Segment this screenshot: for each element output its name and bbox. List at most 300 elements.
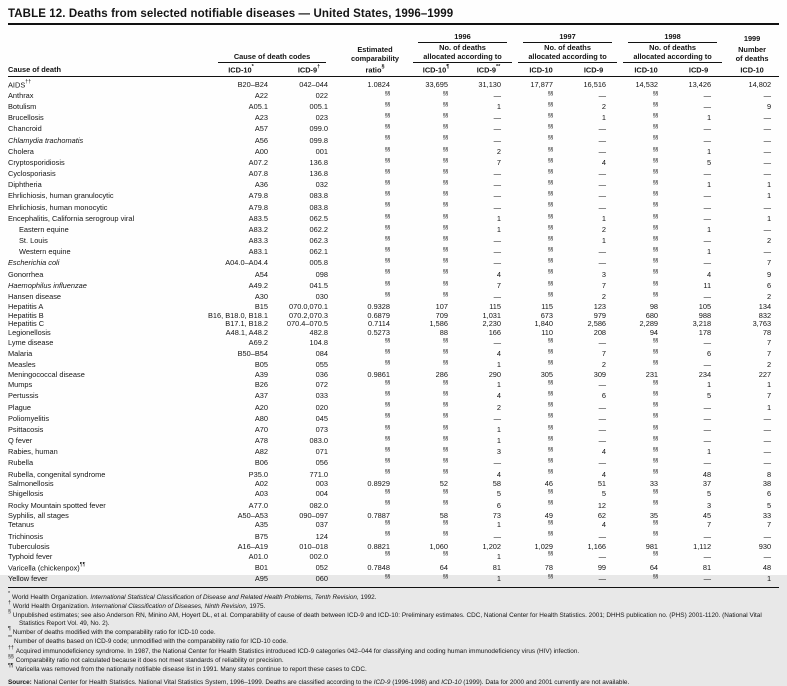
deaths-1997-icd9-cell: 1	[601, 213, 607, 223]
icd10-code-cell: A16–A19	[237, 541, 268, 551]
deaths-1998-icd10-cell: §§	[652, 348, 659, 355]
deaths-1999-cell: —	[763, 90, 772, 100]
icd10-code-cell: A07.8	[248, 169, 268, 179]
table-row	[8, 191, 779, 202]
deaths-1996-icd10-cell: §§	[442, 247, 449, 254]
cause-of-death: Diphtheria	[8, 180, 42, 190]
deaths-1999-cell: —	[763, 436, 772, 446]
deaths-1998-icd10-cell: §§	[620, 574, 672, 588]
deaths-1996-icd10-cell: 107	[435, 301, 449, 311]
icd10-code-cell: A05.1	[248, 102, 268, 112]
icd9-code-cell: 005.1	[309, 102, 329, 112]
deaths-1998-icd9-cell: —	[703, 102, 712, 112]
deaths-1997-icd9-cell: —	[598, 191, 607, 201]
deaths-1996-icd9-cell: 7	[496, 157, 502, 167]
deaths-1997-icd10-cell: 110	[541, 328, 554, 338]
icd10-code-cell: B75	[254, 531, 268, 541]
deaths-1997-icd9-cell: 51	[597, 479, 607, 489]
deaths-1998-icd10-cell: §§	[652, 520, 659, 527]
footnotes	[8, 592, 779, 686]
deaths-1996-icd10-cell: §§	[442, 202, 449, 209]
deaths-1997-icd9-cell: —	[598, 531, 607, 541]
deaths-1999-cell: 1	[725, 574, 779, 588]
deaths-1996-icd10-cell: 1,586	[429, 319, 449, 329]
deaths-1996-icd10-cell: §§	[442, 500, 449, 507]
deaths-1998-icd9-cell: 1	[706, 447, 712, 457]
footnote: §Unpublished estimates; see also Anderson RN, Minino AM, Hoyert DL, et al. Comparability of cause of death between ICD-9 and ICD-10: Preliminary estimates. CDC, National Center for Health Statistics. 2001; DHHS publication no. (PHS) 2001-1120. (National Vital Statistics Report Vol. 49, No. 2).	[8, 609, 762, 627]
deaths-1996-icd9-cell: 1	[496, 224, 502, 234]
table-row	[8, 469, 779, 480]
table-row	[8, 436, 779, 447]
deaths-1996-icd9-cell: 81	[492, 562, 502, 572]
deaths-1997-icd9-cell: 4	[601, 157, 607, 167]
deaths-1997-icd9-cell: —	[598, 202, 607, 212]
table-row	[8, 124, 779, 135]
cause-of-death: Psittacosis	[8, 424, 44, 434]
deaths-1998-icd9-cell: 6	[706, 349, 712, 359]
deaths-1996-icd10-cell: §§	[442, 269, 449, 276]
table-row	[8, 202, 779, 213]
ratio-cell: §§	[384, 146, 391, 153]
deaths-1998-icd9-cell: —	[703, 202, 712, 212]
icd10-code-cell: P35.0	[248, 469, 268, 479]
deaths-1997-icd9-cell: —	[598, 380, 607, 390]
deaths-1997-icd9-cell: —	[598, 337, 607, 347]
deaths-1999-cell: 48	[762, 562, 772, 572]
deaths-1998-icd9-cell: 4	[706, 269, 712, 279]
icd10-code-cell: A03	[254, 489, 268, 499]
number-of-deaths-header-1999: Number of deaths	[735, 45, 769, 63]
deaths-1997-icd9-cell: —	[598, 124, 607, 134]
deaths-1996-icd10-cell: §§	[442, 379, 449, 386]
deaths-1998-icd9-cell: —	[703, 169, 712, 179]
deaths-1999-cell: 832	[758, 310, 772, 320]
deaths-1999-cell: 6	[766, 489, 772, 499]
cause-of-death: Syphilis, all stages	[8, 510, 69, 520]
ratio-cell: §§	[340, 574, 410, 588]
deaths-1997-icd10-cell: 673	[540, 310, 554, 320]
deaths-1996-icd10-cell: §§	[442, 291, 449, 298]
deaths-1997-icd10-cell: §§	[547, 435, 554, 442]
deaths-1998-icd10-cell: §§	[652, 180, 659, 187]
deaths-1997-icd9-cell: 5	[601, 489, 607, 499]
deaths-1998-icd9-cell: —	[703, 124, 712, 134]
deaths-1999-cell: —	[763, 224, 772, 234]
deaths-1996-icd10-cell: §§	[442, 348, 449, 355]
icd10-code-cell: B20–B24	[237, 79, 268, 89]
cause-of-death: Q fever	[8, 436, 33, 446]
deaths-1996-icd10-cell: §§	[442, 489, 449, 496]
deaths-1997-icd9-cell: 7	[601, 349, 607, 359]
icd10-code-cell: A69.2	[248, 337, 268, 347]
deaths-1996-icd10-cell: §§	[442, 224, 449, 231]
cause-of-death: Chlamydia trachomatis	[8, 135, 84, 145]
deaths-1997-icd9-cell: —	[598, 247, 607, 257]
deaths-1998-icd10-cell: 680	[645, 310, 659, 320]
deaths-1998-icd9-cell: 45	[702, 510, 712, 520]
cause-of-death: Haemophilus influenzae	[8, 280, 87, 290]
icd9-code-cell: 004	[315, 489, 329, 499]
deaths-1996-icd9-cell: 4	[496, 349, 502, 359]
subheader-1996-icd9: ICD-9**	[462, 63, 515, 77]
deaths-1999-cell: —	[763, 146, 772, 156]
icd9-code-cell: 098	[315, 269, 329, 279]
ratio-cell: §§	[384, 391, 391, 398]
deaths-1999-cell: —	[763, 135, 772, 145]
deaths-1998-icd9-cell: —	[703, 213, 712, 223]
deaths-1997-icd9-cell: —	[598, 135, 607, 145]
deaths-1996-icd9-cell: 1	[462, 574, 515, 588]
deaths-1996-icd9-cell: —	[493, 458, 502, 468]
table-row	[8, 247, 779, 258]
footnote: **Number of deaths based on ICD-9 code; unmodified with the comparability ratio for ICD-10 code.	[8, 635, 288, 646]
deaths-1998-icd10-cell: 2,289	[639, 319, 659, 329]
ratio-cell: §§	[384, 90, 391, 97]
footnote: §§Comparability ratio not calculated because it does not meet standards of reliability or precision.	[8, 653, 284, 665]
icd10-code-cell: A07.2	[248, 157, 268, 167]
deaths-allocated-header-1996: No. of deaths allocated according to	[410, 43, 515, 63]
deaths-1998-icd9-cell: —	[703, 291, 712, 301]
deaths-1997-icd9-cell: 4	[601, 469, 607, 479]
cause-of-death: Trichinosis	[8, 531, 44, 541]
deaths-1996-icd10-cell: §§	[442, 424, 449, 431]
deaths-1998-icd9-cell: 1	[706, 146, 712, 156]
icd10-code-cell: B05	[254, 360, 268, 370]
deaths-1997-icd9-cell: 62	[597, 510, 607, 520]
icd10-code-cell: A80	[254, 413, 268, 423]
deaths-1996-icd9-cell: 1	[496, 360, 502, 370]
table-row	[8, 91, 779, 102]
cause-of-death: Mumps	[8, 380, 33, 390]
ratio-cell: §§	[384, 213, 391, 220]
icd10-code-cell: A77.0	[248, 500, 268, 510]
table-row	[8, 102, 779, 113]
deaths-1996-icd10-cell: §§	[442, 146, 449, 153]
deaths-1996-icd10-cell: §§	[442, 391, 449, 398]
deaths-1998-icd9-cell: 1	[706, 113, 712, 123]
cause-of-death: Salmonellosis	[8, 479, 54, 489]
icd9-code-cell: 136.8	[309, 169, 329, 179]
ratio-cell: 0.8821	[367, 541, 391, 551]
deaths-1998-icd10-cell: §§	[652, 469, 659, 476]
deaths-1997-icd9-cell: 3	[601, 269, 607, 279]
icd10-code-cell: A54	[254, 269, 268, 279]
deaths-1996-icd9-cell: 7	[496, 280, 502, 290]
subheader-1998-icd9: ICD-9	[672, 63, 725, 77]
subheader-1997-icd10: ICD-10	[515, 63, 567, 77]
deaths-1997-icd10-cell: §§	[547, 269, 554, 276]
deaths-1998-icd10-cell: §§	[652, 360, 659, 367]
deaths-1997-icd10-cell: §§	[547, 337, 554, 344]
deaths-1997-icd9-cell: —	[598, 402, 607, 412]
deaths-1999-cell: 930	[758, 541, 772, 551]
cause-of-death: Chancroid	[8, 124, 42, 134]
cause-of-death: Rabies, human	[8, 447, 58, 457]
deaths-1999-cell: 33	[762, 510, 772, 520]
deaths-1998-icd10-cell: §§	[652, 224, 659, 231]
deaths-1996-icd10-cell: §§	[442, 124, 449, 131]
deaths-1998-icd9-cell: —	[703, 337, 712, 347]
deaths-1997-icd9-cell: 7	[601, 280, 607, 290]
ratio-cell: §§	[384, 551, 391, 558]
deaths-1998-icd10-cell: 33	[649, 479, 659, 489]
deaths-1998-icd9-cell: —	[703, 360, 712, 370]
ratio-cell: §§	[384, 489, 391, 496]
deaths-1999-cell: 9	[766, 269, 772, 279]
ratio-cell: §§	[384, 135, 391, 142]
deaths-1997-icd9-cell: 1	[601, 113, 607, 123]
subheader-ratio: ratio§	[340, 63, 410, 77]
deaths-1996-icd10-cell: §§	[442, 458, 449, 465]
deaths-1997-icd10-cell: §§	[547, 402, 554, 409]
icd10-code-cell: A83.1	[248, 247, 268, 257]
deaths-1998-icd9-cell: 37	[702, 479, 712, 489]
deaths-1996-icd9-cell: —	[493, 169, 502, 179]
icd9-code-cell: 083.0	[309, 436, 329, 446]
table-row	[8, 520, 779, 531]
table-row	[8, 303, 779, 312]
icd9-code-cell: 005.8	[309, 258, 329, 268]
table-row	[8, 531, 779, 542]
ratio-cell: §§	[384, 413, 391, 420]
table-row	[8, 269, 779, 280]
deaths-1999-cell: 9	[766, 102, 772, 112]
cause-of-death: Tuberculosis	[8, 541, 50, 551]
deaths-1996-icd10-cell: 1,060	[429, 541, 449, 551]
deaths-1997-icd10-cell: §§	[547, 458, 554, 465]
deaths-1998-icd10-cell: §§	[652, 247, 659, 254]
table-row	[8, 349, 779, 360]
subheader-icd9-codes: ICD-9†	[278, 63, 340, 77]
icd10-code-cell: A82	[254, 447, 268, 457]
deaths-1997-icd10-cell: 305	[540, 370, 554, 380]
deaths-1998-icd10-cell: §§	[652, 379, 659, 386]
icd9-code-cell: 104.8	[309, 337, 329, 347]
ratio-cell: §§	[384, 280, 391, 287]
table-row	[8, 135, 779, 146]
cause-of-death: Brucellosis	[8, 113, 44, 123]
deaths-1996-icd9-cell: —	[493, 180, 502, 190]
ratio-cell: §§	[384, 379, 391, 386]
deaths-1998-icd10-cell: §§	[652, 500, 659, 507]
deaths-1996-icd9-cell: —	[493, 337, 502, 347]
deaths-1998-icd10-cell: §§	[652, 280, 659, 287]
deaths-1997-icd10-cell: §§	[547, 489, 554, 496]
icd10-code-cell: A39	[254, 370, 268, 380]
table-row	[8, 281, 779, 292]
ratio-cell: §§	[384, 124, 391, 131]
codes-group-header: Cause of death codes	[204, 32, 340, 63]
deaths-1996-icd9-cell: —	[493, 413, 502, 423]
cause-of-death: Cryptosporidiosis	[8, 157, 65, 167]
ratio-cell: §§	[384, 235, 391, 242]
ratio-cell: §§	[384, 157, 391, 164]
deaths-1996-icd9-cell: 2	[496, 402, 502, 412]
deaths-1996-icd10-cell: §§	[442, 520, 449, 527]
deaths-1996-icd10-cell: §§	[442, 469, 449, 476]
icd9-code-cell: 041.5	[309, 280, 329, 290]
deaths-1996-icd9-cell: 4	[496, 469, 502, 479]
deaths-1999-cell: 6	[766, 280, 772, 290]
icd10-code-cell: A83.5	[248, 213, 268, 223]
cause-of-death: Legionellosis	[8, 328, 51, 338]
deaths-1996-icd10-cell: §§	[442, 337, 449, 344]
deaths-1998-icd9-cell: —	[703, 135, 712, 145]
icd10-code-cell: A83.2	[248, 224, 268, 234]
footnote: ¶¶Varicella was removed from the nationally notifiable disease list in 1991. Many states continue to report these cases to CDC.	[8, 663, 367, 674]
deaths-1996-icd10-cell: §§	[442, 446, 449, 453]
cause-of-death: Varicella (chickenpox)¶¶	[8, 562, 86, 573]
cause-of-death: Yellow fever	[8, 574, 204, 588]
cause-of-death: Typhoid fever	[8, 551, 53, 561]
deaths-1998-icd9-cell: 1	[706, 180, 712, 190]
deaths-1998-icd9-cell: —	[703, 191, 712, 201]
deaths-1998-icd10-cell: §§	[652, 531, 659, 538]
icd9-code-cell: 090–097	[299, 510, 329, 520]
deaths-1998-icd9-cell: 48	[702, 469, 712, 479]
deaths-1998-icd10-cell: §§	[652, 124, 659, 131]
table-row	[8, 543, 779, 552]
deaths-1996-icd9-cell: 290	[488, 370, 502, 380]
cause-of-death: Rubella	[8, 458, 34, 468]
deaths-1998-icd9-cell: 11	[703, 280, 712, 290]
deaths-1996-icd9-cell: 1	[496, 551, 502, 561]
table-row	[8, 180, 779, 191]
icd9-code-cell: 010–018	[299, 541, 329, 551]
deaths-1996-icd10-cell: §§	[442, 101, 449, 108]
deaths-1998-icd9-cell: 178	[698, 328, 712, 338]
deaths-1997-icd10-cell: 1,029	[534, 541, 554, 551]
deaths-1998-icd10-cell: §§	[652, 90, 659, 97]
ratio-cell: 0.6879	[367, 310, 391, 320]
icd9-code-cell: 062.3	[309, 236, 329, 246]
deaths-1998-icd10-cell: §§	[652, 424, 659, 431]
table-row	[8, 236, 779, 247]
deaths-1999-cell: 2	[766, 360, 772, 370]
deaths-1997-icd9-cell: 4	[601, 520, 607, 530]
deaths-1998-icd9-cell: 105	[698, 301, 712, 311]
deaths-1996-icd9-cell: 1	[496, 102, 502, 112]
ratio-cell: §§	[384, 291, 391, 298]
deaths-1997-icd9-cell: 99	[597, 562, 607, 572]
year-header-1996: 1996	[410, 32, 515, 43]
deaths-1996-icd9-cell: —	[493, 291, 502, 301]
icd10-code-cell: A20	[254, 402, 268, 412]
comparability-ratio-header: Estimated comparability	[350, 45, 400, 63]
year-header-1999: 1999	[743, 34, 761, 43]
deaths-1999-cell: 1	[766, 213, 772, 223]
deaths-1999-cell: 1	[766, 380, 772, 390]
deaths-1998-icd10-cell: §§	[652, 391, 659, 398]
deaths-1997-icd10-cell: §§	[547, 291, 554, 298]
icd9-code-cell: 099.0	[309, 124, 329, 134]
deaths-1996-icd10-cell: §§	[442, 531, 449, 538]
deaths-1998-icd9-cell: 3,218	[692, 319, 712, 329]
deaths-1998-icd10-cell: 98	[649, 301, 659, 311]
icd9-code-cell: 073	[315, 424, 329, 434]
table-row	[8, 402, 779, 413]
table-row	[8, 425, 779, 436]
deaths-1998-icd10-cell: §§	[652, 101, 659, 108]
deaths-1998-icd10-cell: §§	[652, 157, 659, 164]
ratio-cell: §§	[384, 446, 391, 453]
subheader-1998-icd10: ICD-10	[620, 63, 672, 77]
cause-of-death: Escherichia coli	[8, 258, 60, 268]
ratio-cell: §§	[384, 269, 391, 276]
table-row	[8, 312, 779, 321]
deaths-1999-cell: 5	[766, 500, 772, 510]
deaths-1996-icd9-cell: —	[493, 236, 502, 246]
deaths-1999-cell: —	[763, 113, 772, 123]
deaths-1998-icd10-cell: 14,532	[635, 79, 659, 89]
cause-of-death: Measles	[8, 360, 36, 370]
icd9-code-cell: 002.0	[309, 551, 329, 561]
icd9-code-cell: 045	[315, 413, 329, 423]
icd9-code-cell: 070.2,070.3	[288, 310, 329, 320]
table-row	[8, 380, 779, 391]
deaths-1997-icd9-cell: 208	[593, 328, 607, 338]
deaths-1998-icd10-cell: 35	[649, 510, 659, 520]
year-header-1997: 1997	[515, 32, 620, 43]
table-row	[8, 258, 779, 269]
cause-of-death: Poliomyelitis	[8, 413, 50, 423]
deaths-1998-icd10-cell: §§	[652, 291, 659, 298]
deaths-1997-icd10-cell: §§	[547, 424, 554, 431]
deaths-1996-icd9-cell: —	[493, 90, 502, 100]
ratio-cell: §§	[384, 247, 391, 254]
deaths-1997-icd10-cell: §§	[547, 391, 554, 398]
deaths-1996-icd10-cell: §§	[442, 213, 449, 220]
cause-of-death-column-header: Cause of death	[8, 32, 204, 77]
icd10-code-cell: A22	[254, 90, 268, 100]
icd10-code-cell: B17.1, B18.2	[225, 319, 268, 329]
deaths-1999-cell: 227	[758, 370, 772, 380]
deaths-1996-icd10-cell: 52	[439, 479, 449, 489]
table-row	[8, 225, 779, 236]
deaths-1997-icd10-cell: §§	[547, 469, 554, 476]
icd10-code-cell: A02	[254, 479, 268, 489]
table-row	[8, 512, 779, 521]
deaths-1999-cell: 1	[766, 180, 772, 190]
deaths-1996-icd10-cell: §§	[442, 180, 449, 187]
icd9-code-cell: 056	[315, 458, 329, 468]
ratio-cell: 0.9328	[367, 301, 391, 311]
deaths-1996-icd10-cell: §§	[442, 135, 449, 142]
deaths-1996-icd9-cell: 4	[496, 269, 502, 279]
deaths-1996-icd10-cell: §§	[442, 258, 449, 265]
ratio-cell: §§	[384, 202, 391, 209]
deaths-1996-icd9-cell: 6	[496, 500, 502, 510]
icd9-code-cell: 083.8	[309, 191, 329, 201]
deaths-1997-icd9-cell: —	[598, 424, 607, 434]
deaths-1998-icd10-cell: §§	[652, 435, 659, 442]
deaths-1997-icd9-cell: —	[598, 458, 607, 468]
deaths-1998-icd10-cell: §§	[652, 112, 659, 119]
deaths-1999-cell: 8	[766, 469, 772, 479]
table-row	[8, 147, 779, 158]
deaths-1996-icd10-cell: §§	[442, 157, 449, 164]
table-row	[8, 562, 779, 573]
deaths-1996-icd10-cell: §§	[410, 574, 462, 588]
cause-of-death: Anthrax	[8, 90, 34, 100]
deaths-1997-icd10-cell: §§	[547, 168, 554, 175]
deaths-1999-cell: 38	[762, 479, 772, 489]
icd10-code-cell: A78	[254, 436, 268, 446]
cause-of-death: Hepatitis C	[8, 319, 45, 329]
ratio-cell: §§	[384, 348, 391, 355]
ratio-cell: §§	[384, 258, 391, 265]
deaths-1999-cell: 2	[766, 291, 772, 301]
